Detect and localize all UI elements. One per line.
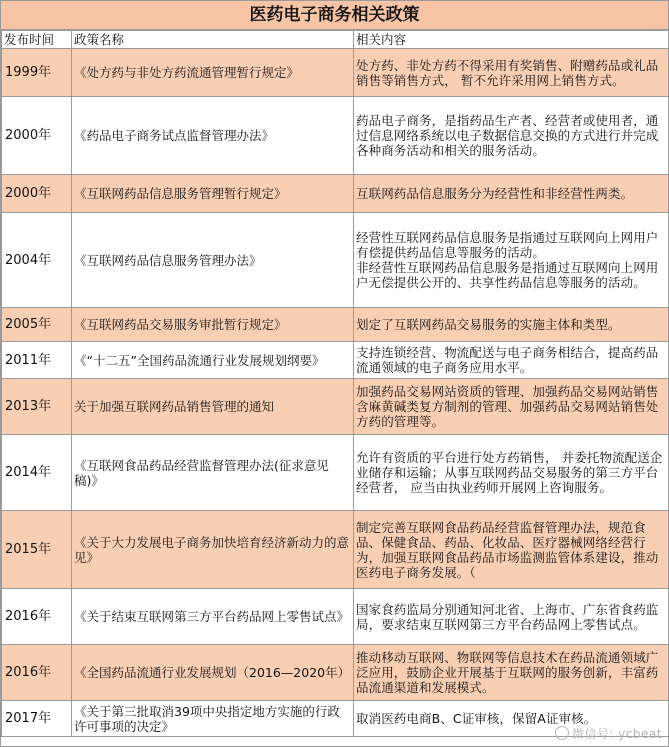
year-cell: 2000年 xyxy=(2,97,72,175)
watermark xyxy=(555,725,662,742)
header-name: 政策名称 xyxy=(72,31,354,49)
year-cell: 2015年 xyxy=(2,511,72,589)
policy-name-cell: 《互联网药品信息服务管理暂行规定》 xyxy=(72,175,354,213)
table-row xyxy=(2,175,669,213)
table-row xyxy=(2,511,669,589)
policy-name-cell: 《关于大力发展电子商务加快培育经济新动力的意见》 xyxy=(72,511,354,589)
table-row xyxy=(2,97,669,175)
year-cell: 2013年 xyxy=(2,379,72,435)
table-row xyxy=(2,49,669,97)
content-cell: 加强药品交易网站资质的管理、加强药品交易网站销售含麻黄碱类复方制剂的管理、加强药品交易网站销售处方药的管理等。 xyxy=(354,379,669,435)
policy-name-cell: 《药品电子商务试点监督管理办法》 xyxy=(72,97,354,175)
year-cell: 2005年 xyxy=(2,308,72,342)
policy-name-cell: 《关于结束互联网第三方平台药品网上零售试点》 xyxy=(72,589,354,645)
table-row xyxy=(2,342,669,379)
content-cell: 允许有资质的平台进行处方药销售， 并委托物流配送企业储存和运输；从事互联网药品交易服务的第三方平台经营者， 应当由执业药师开展网上咨询服务。 xyxy=(354,435,669,511)
year-cell: 2017年 xyxy=(2,701,72,737)
header-row xyxy=(2,31,669,49)
watermark-text: 微信号: ycbeat xyxy=(571,727,662,741)
content-cell: 取消医药电商B、C证审核，保留A证审核。 xyxy=(354,701,669,737)
content-cell: 经营性互联网药品信息服务是指通过互联网向上网用户有偿提供药品信息等服务的活动。 非经营性互联网药品信息服务是指通过互联网向上网用户无偿提供公开的、共享性药品信息等服务的活动。 xyxy=(354,213,669,308)
year-cell: 2011年 xyxy=(2,342,72,379)
policy-name-cell: 《全国药品流通行业发展规划（2016—2020年） xyxy=(72,645,354,701)
wechat-icon xyxy=(555,726,569,740)
content-cell: 支持连锁经营、物流配送与电子商务相结合，提高药品流通领域的电子商务应用水平。 xyxy=(354,342,669,379)
content-cell: 处方药、非处方药不得采用有奖销售、附赠药品或礼品销售等销售方式， 暂不允许采用网上销售方式。 xyxy=(354,49,669,97)
policy-name-cell: 《互联网食品药品经营监督管理办法(征求意见稿)》 xyxy=(72,435,354,511)
sheet-title: 医药电子商务相关政策 xyxy=(1,1,668,30)
year-cell: 2004年 xyxy=(2,213,72,308)
policy-name-cell: 《关于第三批取消39项中央指定地方实施的行政许可事项的决定》 xyxy=(72,701,354,737)
year-cell: 2014年 xyxy=(2,435,72,511)
content-cell: 划定了互联网药品交易服务的实施主体和类型。 xyxy=(354,308,669,342)
year-cell: 2000年 xyxy=(2,175,72,213)
content-cell: 药品电子商务，是指药品生产者、经营者或使用者，通过信息网络系统以电子数据信息交换的方式进行并完成各种商务活动和相关的服务活动。 xyxy=(354,97,669,175)
table-row xyxy=(2,435,669,511)
table-row xyxy=(2,645,669,701)
content-cell: 互联网药品信息服务分为经营性和非经营性两类。 xyxy=(354,175,669,213)
content-cell: 国家食药监局分别通知河北省、上海市、广东省食药监局，要求结束互联网第三方平台药品网上零售试点。 xyxy=(354,589,669,645)
table-row xyxy=(2,213,669,308)
year-cell: 2016年 xyxy=(2,645,72,701)
table-row xyxy=(2,589,669,645)
year-cell: 1999年 xyxy=(2,49,72,97)
content-cell: 制定完善互联网食品药品经营监督管理办法，规范食品、保健食品、药品、化妆品、医疗器械网络经营行为，加强互联网食品药品市场监测监管体系建设，推动医药电子商务发展。（ xyxy=(354,511,669,589)
policy-name-cell: 关于加强互联网药品销售管理的通知 xyxy=(72,379,354,435)
header-content: 相关内容 xyxy=(354,31,669,49)
header-year: 发布时间 xyxy=(2,31,72,49)
year-cell: 2016年 xyxy=(2,589,72,645)
policy-name-cell: 《处方药与非处方药流通管理暂行规定》 xyxy=(72,49,354,97)
content-cell: 推动移动互联网、物联网等信息技术在药品流通领域广泛应用，鼓励企业开展基于互联网的服务创新，丰富药品流通渠道和发展模式。 xyxy=(354,645,669,701)
policy-name-cell: 《“十二五”全国药品流通行业发展规划纲要》 xyxy=(72,342,354,379)
policy-table xyxy=(1,30,669,737)
table-row xyxy=(2,379,669,435)
policy-name-cell: 《互联网药品信息服务管理办法》 xyxy=(72,213,354,308)
policy-name-cell: 《互联网药品交易服务审批暂行规定》 xyxy=(72,308,354,342)
table-row xyxy=(2,308,669,342)
